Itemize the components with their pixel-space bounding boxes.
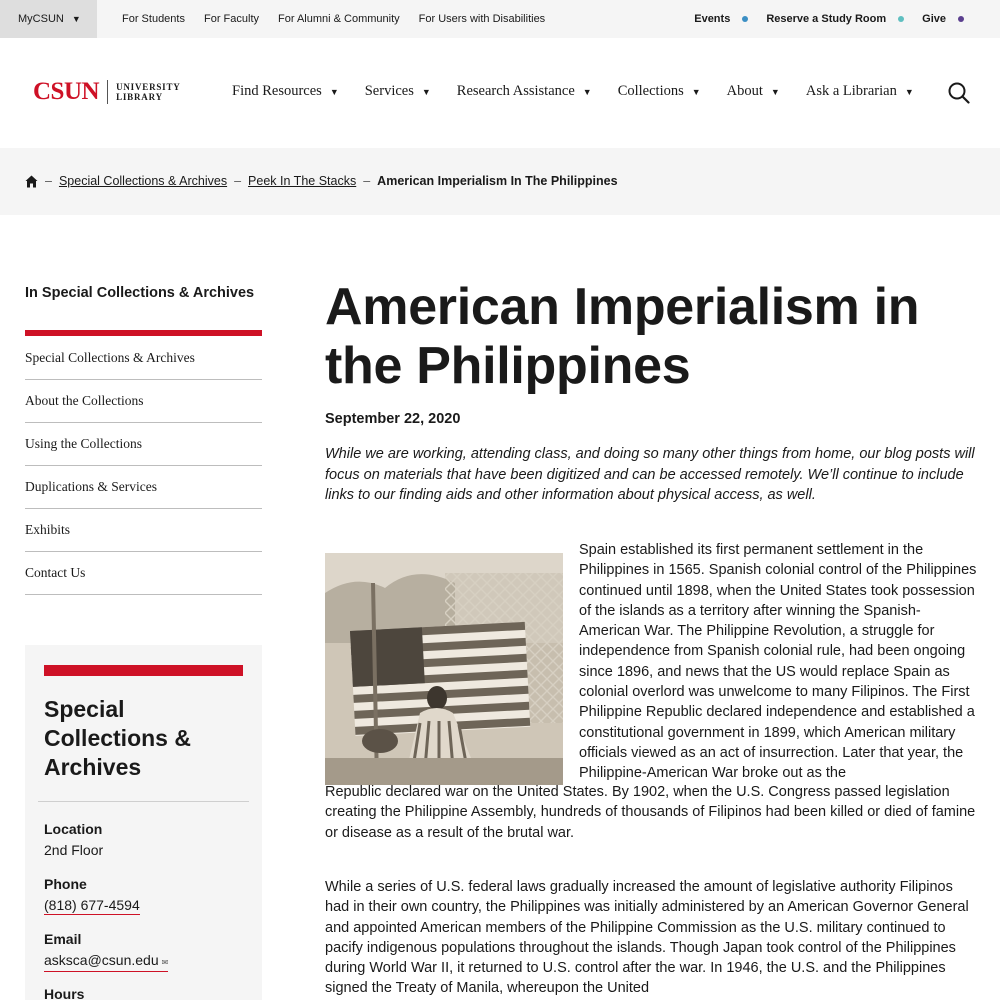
breadcrumb-separator: – [234,174,242,188]
logo-line-2: LIBRARY [116,92,163,102]
sidebar-item-using-collections[interactable]: Using the Collections [25,423,262,466]
reserve-study-room-link[interactable] [766,13,904,25]
article-intro: While we are working, attending class, and doing so many other things from home, our blog posts will focus on materials that have been digitized and can be accessed remotely. We’ll continue to include links to our finding aids and other information about physical access, as well. [325,446,975,503]
link-for-users-with-disabilities[interactable]: For Users with Disabilities [418,13,546,25]
historic-flag-photo [325,553,563,785]
events-link[interactable] [694,13,748,25]
contact-info-box [25,645,262,1000]
article-date: September 22, 2020 [325,411,461,427]
main-nav [232,83,940,100]
infobox-accent-bar [44,665,243,676]
sidebar-item-contact-us[interactable]: Contact Us [25,552,262,595]
sidebar-nav [25,337,262,595]
utility-bar [0,0,1000,38]
nav-label: About [726,83,763,99]
sidebar-item-special-collections[interactable]: Special Collections & Archives [25,337,262,380]
breadcrumb-special-collections[interactable]: Special Collections & Archives [58,174,228,188]
link-for-students[interactable]: For Students [122,13,185,25]
email-link[interactable] [44,952,168,972]
link-for-faculty[interactable]: For Faculty [203,13,259,25]
phone-link[interactable]: (818) 677-4594 [44,897,140,913]
nav-collections[interactable] [618,83,701,100]
sidebar-item-about-collections[interactable]: About the Collections [25,380,262,423]
nav-research-assistance[interactable] [457,83,592,100]
search-button[interactable] [948,82,970,104]
events-label: Events [694,13,731,25]
mycsun-label: MyCSUN [18,13,64,25]
nav-label: Ask a Librarian [805,83,897,99]
home-icon[interactable] [25,175,38,188]
paragraph-1-part-1: Spain established its first permanent settlement in the Philippines in 1565. Spanish colonial control of the Philippines continued until 1898, when the United States took possession of the islands as a territory after winning the Spanish-American War. The Philippine Revolution, a struggle for independence from Spanish colonial rule, had been ongoing since 1896, and news that the US would replace Spain as colonial overlord was unwelcome to many Filipinos. The First Philippine Republic declared independence and established a constitutional government in 1899, which American military officials viewed as an act of insurrection. Later that year, the Philippine-American War broke out as the [579,542,977,782]
dot-icon [898,16,904,22]
sidebar-item-duplications-services[interactable]: Duplications & Services [25,466,262,509]
mail-icon: ✉ [161,958,169,967]
caret-down-icon: ▼ [691,86,701,97]
nav-label: Find Resources [232,83,322,99]
sidebar-item-exhibits[interactable]: Exhibits [25,509,262,552]
phone-label: Phone [44,876,87,892]
page-title: American Imperialism in the Philippines [325,278,920,395]
search-icon [948,82,970,104]
nav-label: Services [364,83,414,99]
caret-down-icon: ▼ [582,86,592,97]
hours-label: Hours [44,986,85,1000]
location-value: 2nd Floor [44,842,104,858]
breadcrumb-peek-in-the-stacks[interactable]: Peek In The Stacks [248,174,357,188]
email-label: Email [44,931,82,947]
reserve-label: Reserve a Study Room [766,13,887,25]
sidebar-accent-bar [25,330,262,336]
nav-label: Research Assistance [456,83,575,99]
article-photo[interactable] [325,553,563,785]
dot-icon [742,16,748,22]
caret-down-icon: ▼ [421,86,431,97]
caret-down-icon: ▼ [71,14,81,24]
utility-actions [694,0,964,38]
breadcrumb-current: American Imperialism In The Philippines [377,174,618,188]
email-value: asksca@csun.edu [44,952,159,968]
logo-university-library [116,82,181,102]
nav-find-resources[interactable] [232,83,339,100]
breadcrumb-separator: – [45,174,52,188]
link-for-alumni[interactable]: For Alumni & Community [278,13,400,25]
nav-about[interactable] [727,83,780,100]
infobox-divider [38,801,249,802]
logo-line-1: UNIVERSITY [116,82,181,92]
caret-down-icon: ▼ [904,86,914,97]
paragraph-2: While a series of U.S. federal laws gradually increased the amount of legislative authority Filipinos had in their own country, the Philippines was initially administered by an American Governor General and appointed American members of the Philippine Commission as the U.S. military continued to pacify indigenous populations throughout the islands. Though Japan took control of the Philippines during World War II, it returned to U.S. control after the war. In 1946, the U.S. and the Philippines signed the Treaty of Manila, whereupon the United [325,879,969,997]
paragraph-1-part-2: Republic declared war on the United States. By 1902, when the U.S. Congress passed legislation creating the Philippine Assembly, hundreds of thousands of Filipinos had been killed or died of famine or disease as a result of the brutal war. [325,784,976,841]
logo-divider [107,80,108,104]
breadcrumb-separator: – [363,174,371,188]
give-label: Give [922,13,946,25]
breadcrumb-bar [0,148,1000,215]
dot-icon [958,16,964,22]
nav-services[interactable] [365,83,431,100]
caret-down-icon: ▼ [770,86,780,97]
breadcrumb [25,174,618,188]
give-link[interactable] [922,13,964,25]
infobox-title: Special Collections & Archives [44,696,191,780]
location-label: Location [44,821,103,837]
nav-label: Collections [617,83,684,99]
audience-links [122,0,545,38]
site-header [0,38,1000,148]
caret-down-icon: ▼ [329,86,339,97]
logo-csun-wordmark: CSUN [33,78,100,105]
mycsun-dropdown[interactable] [0,0,97,38]
csun-library-logo[interactable] [33,78,181,106]
sidebar-title: In Special Collections & Archives [25,285,255,301]
nav-ask-a-librarian[interactable] [806,83,914,100]
